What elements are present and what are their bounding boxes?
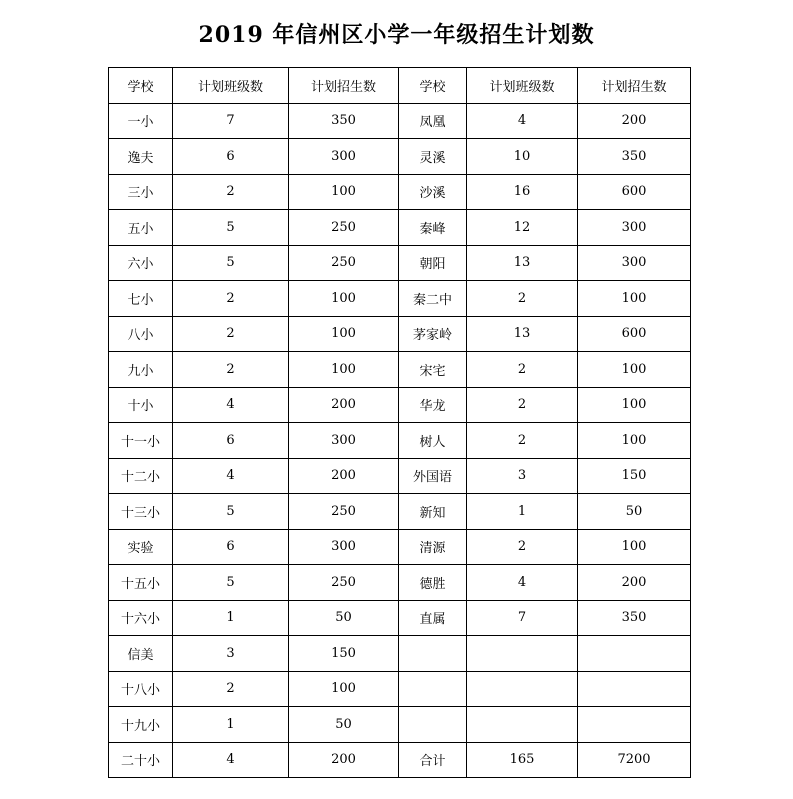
cell-school-left: 十八小: [109, 671, 173, 707]
cell-school-right: [399, 636, 467, 672]
table-row: [109, 636, 691, 672]
cell-students-right: 200: [578, 565, 691, 601]
cell-school-left: 十小: [109, 387, 173, 423]
table-row: [109, 210, 691, 246]
cell-classes-left: 5: [173, 245, 289, 281]
cell-students-right: 100: [578, 529, 691, 565]
table-row: [109, 352, 691, 388]
table-row: [109, 139, 691, 175]
cell-students-left: 250: [289, 245, 399, 281]
cell-classes-right: 12: [467, 210, 578, 246]
cell-students-left: 200: [289, 458, 399, 494]
table-row: [109, 281, 691, 317]
table-row: [109, 458, 691, 494]
cell-students-right: 100: [578, 352, 691, 388]
cell-school-left: 五小: [109, 210, 173, 246]
cell-students-right: 300: [578, 210, 691, 246]
header-classes-right: 计划班级数: [467, 68, 578, 104]
cell-classes-left: 2: [173, 352, 289, 388]
cell-students-left: 200: [289, 387, 399, 423]
table-row: [109, 600, 691, 636]
cell-school-left: 十三小: [109, 494, 173, 530]
cell-classes-left: 2: [173, 316, 289, 352]
cell-classes-left: 3: [173, 636, 289, 672]
cell-classes-left: 1: [173, 600, 289, 636]
cell-students-left: 100: [289, 281, 399, 317]
cell-school-left: 八小: [109, 316, 173, 352]
cell-school-left: 九小: [109, 352, 173, 388]
cell-students-left: 100: [289, 316, 399, 352]
cell-school-left: 十六小: [109, 600, 173, 636]
table-row: [109, 103, 691, 139]
cell-school-right: 直属: [399, 600, 467, 636]
cell-students-left: 300: [289, 139, 399, 175]
table-row: [109, 671, 691, 707]
cell-school-left: 二十小: [109, 742, 173, 778]
cell-classes-left: 2: [173, 174, 289, 210]
cell-school-right: 清源: [399, 529, 467, 565]
cell-students-left: 250: [289, 494, 399, 530]
cell-school-right: 树人: [399, 423, 467, 459]
cell-students-left: 100: [289, 174, 399, 210]
cell-school-left: 逸夫: [109, 139, 173, 175]
cell-school-right: 秦二中: [399, 281, 467, 317]
cell-classes-right: [467, 671, 578, 707]
cell-classes-right: 165: [467, 742, 578, 778]
header-classes-left: 计划班级数: [173, 68, 289, 104]
cell-students-left: 250: [289, 565, 399, 601]
cell-students-right: 600: [578, 316, 691, 352]
cell-classes-left: 6: [173, 423, 289, 459]
cell-classes-right: 2: [467, 529, 578, 565]
page-title: 2019 年信州区小学一年级招生计划数: [198, 22, 595, 48]
cell-classes-right: 2: [467, 281, 578, 317]
cell-school-left: 信美: [109, 636, 173, 672]
cell-classes-left: 5: [173, 210, 289, 246]
cell-classes-left: 1: [173, 707, 289, 743]
cell-students-left: 350: [289, 103, 399, 139]
cell-students-left: 50: [289, 600, 399, 636]
cell-school-left: 六小: [109, 245, 173, 281]
header-school-right: 学校: [399, 68, 467, 104]
cell-school-right: [399, 707, 467, 743]
cell-school-right: 秦峰: [399, 210, 467, 246]
cell-classes-right: 2: [467, 387, 578, 423]
cell-school-right: 新知: [399, 494, 467, 530]
cell-students-right: 100: [578, 423, 691, 459]
table-header-row: [109, 68, 691, 104]
cell-students-left: 150: [289, 636, 399, 672]
cell-school-right: 沙溪: [399, 174, 467, 210]
cell-school-right: 合计: [399, 742, 467, 778]
header-school-left: 学校: [109, 68, 173, 104]
cell-school-left: 十五小: [109, 565, 173, 601]
cell-students-right: 100: [578, 281, 691, 317]
cell-school-left: 三小: [109, 174, 173, 210]
cell-classes-right: [467, 636, 578, 672]
cell-students-left: 100: [289, 352, 399, 388]
cell-classes-right: 13: [467, 245, 578, 281]
enrollment-table: [108, 67, 691, 778]
cell-students-right: 300: [578, 245, 691, 281]
cell-school-right: 灵溪: [399, 139, 467, 175]
cell-classes-left: 7: [173, 103, 289, 139]
cell-classes-right: 2: [467, 352, 578, 388]
cell-students-right: [578, 636, 691, 672]
cell-students-right: 50: [578, 494, 691, 530]
cell-students-right: [578, 707, 691, 743]
cell-students-left: 250: [289, 210, 399, 246]
table-row: [109, 174, 691, 210]
cell-students-right: 600: [578, 174, 691, 210]
table-body: [109, 103, 691, 778]
cell-school-right: 德胜: [399, 565, 467, 601]
cell-school-right: 凤凰: [399, 103, 467, 139]
cell-school-left: 七小: [109, 281, 173, 317]
cell-classes-right: 10: [467, 139, 578, 175]
cell-classes-left: 5: [173, 494, 289, 530]
table-row: [109, 316, 691, 352]
cell-classes-left: 2: [173, 281, 289, 317]
cell-classes-left: 5: [173, 565, 289, 601]
cell-students-left: 300: [289, 529, 399, 565]
header-students-right: 计划招生数: [578, 68, 691, 104]
cell-classes-right: 1: [467, 494, 578, 530]
cell-school-left: 十二小: [109, 458, 173, 494]
table-row: [109, 529, 691, 565]
cell-students-right: 350: [578, 600, 691, 636]
cell-students-left: 300: [289, 423, 399, 459]
cell-students-right: [578, 671, 691, 707]
cell-classes-right: 13: [467, 316, 578, 352]
cell-students-left: 100: [289, 671, 399, 707]
cell-students-right: 200: [578, 103, 691, 139]
cell-school-right: 茅家岭: [399, 316, 467, 352]
cell-school-right: 华龙: [399, 387, 467, 423]
cell-classes-right: 2: [467, 423, 578, 459]
cell-students-left: 50: [289, 707, 399, 743]
cell-classes-left: 2: [173, 671, 289, 707]
cell-classes-right: 7: [467, 600, 578, 636]
cell-school-left: 十一小: [109, 423, 173, 459]
table-row: [109, 494, 691, 530]
cell-classes-right: 3: [467, 458, 578, 494]
cell-classes-left: 4: [173, 458, 289, 494]
cell-students-right: 150: [578, 458, 691, 494]
cell-school-right: [399, 671, 467, 707]
table-row: [109, 387, 691, 423]
cell-classes-left: 4: [173, 387, 289, 423]
table-row: [109, 707, 691, 743]
cell-school-left: 十九小: [109, 707, 173, 743]
cell-classes-right: 4: [467, 103, 578, 139]
table-row: [109, 742, 691, 778]
cell-classes-left: 6: [173, 529, 289, 565]
cell-students-right: 100: [578, 387, 691, 423]
cell-classes-right: [467, 707, 578, 743]
cell-school-right: 外国语: [399, 458, 467, 494]
cell-school-left: 一小: [109, 103, 173, 139]
cell-school-right: 朝阳: [399, 245, 467, 281]
cell-classes-left: 6: [173, 139, 289, 175]
cell-classes-right: 16: [467, 174, 578, 210]
cell-classes-right: 4: [467, 565, 578, 601]
cell-students-right: 350: [578, 139, 691, 175]
header-students-left: 计划招生数: [289, 68, 399, 104]
table-row: [109, 565, 691, 601]
cell-school-right: 宋宅: [399, 352, 467, 388]
cell-students-right: 7200: [578, 742, 691, 778]
table-row: [109, 245, 691, 281]
table-row: [109, 423, 691, 459]
cell-students-left: 200: [289, 742, 399, 778]
cell-school-left: 实验: [109, 529, 173, 565]
cell-classes-left: 4: [173, 742, 289, 778]
